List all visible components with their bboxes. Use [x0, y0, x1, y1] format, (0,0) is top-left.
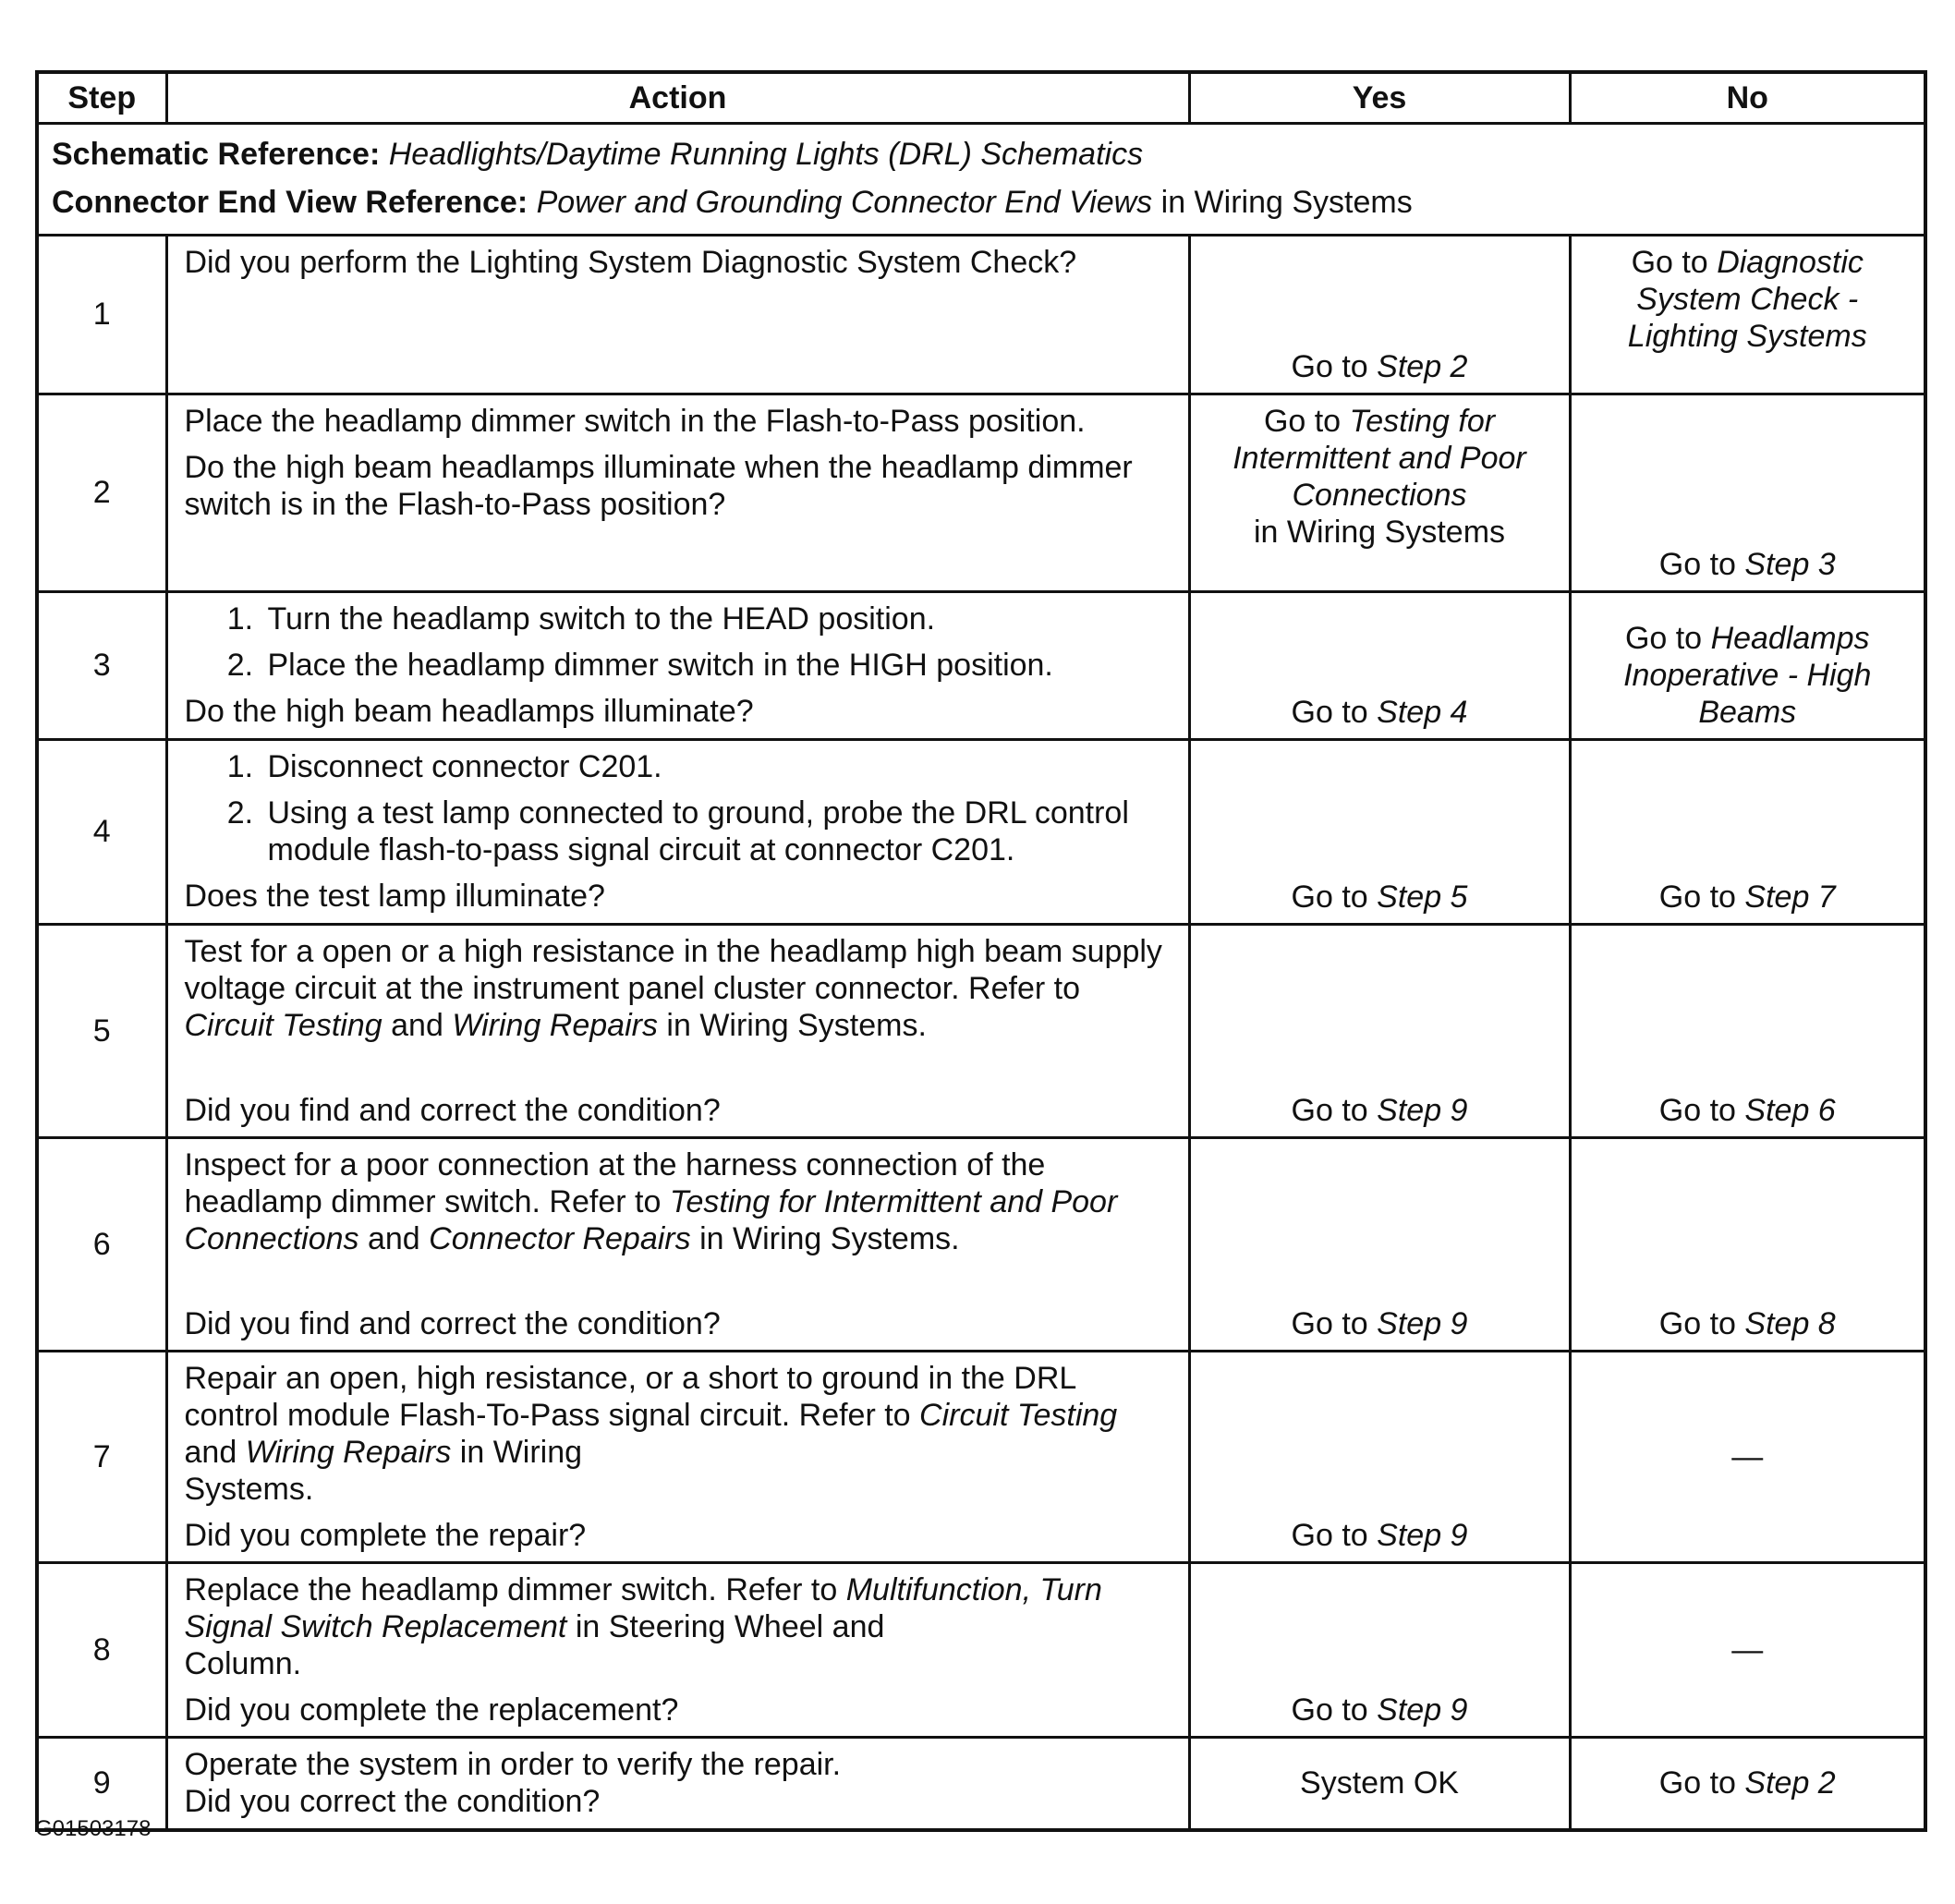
- go-to-label: Go to: [1291, 695, 1368, 730]
- go-to-label: Go to: [1291, 349, 1368, 384]
- reference-suffix: Column.: [184, 1646, 302, 1681]
- step-link[interactable]: Step 4: [1377, 695, 1468, 730]
- no-cell: —: [1570, 1352, 1925, 1563]
- table-row: [37, 592, 1925, 740]
- step-number: 9: [37, 1738, 166, 1830]
- action-question: Did you find and correct the condition?: [184, 1093, 721, 1128]
- list-item: 2. Place the headlamp dimmer switch in the HIGH position.: [262, 647, 1175, 684]
- yes-cell: [1189, 1563, 1570, 1738]
- go-to-label: Go to: [1291, 1093, 1368, 1128]
- reference-row: [37, 124, 1925, 236]
- yes-cell: [1189, 236, 1570, 394]
- header-step: Step: [37, 72, 166, 124]
- schematic-reference: [52, 130, 1911, 178]
- go-to-label: Go to: [1658, 1765, 1736, 1801]
- action-cell: [166, 394, 1189, 592]
- step-number: 7: [37, 1352, 166, 1563]
- go-to-label: Go to: [1291, 1518, 1368, 1553]
- procedure-link[interactable]: Circuit Testing: [919, 1398, 1118, 1433]
- go-to-label: Go to: [1291, 1692, 1368, 1728]
- step-link[interactable]: Step 2: [1744, 1765, 1836, 1801]
- go-to-label: Go to: [1631, 245, 1708, 280]
- reference-suffix: in Wiring Systems.: [666, 1008, 927, 1043]
- conjunction: and: [391, 1008, 443, 1043]
- reference-suffix: Systems.: [184, 1472, 314, 1507]
- schematic-reference-link[interactable]: Headlights/Daytime Running Lights (DRL) Schematics: [388, 137, 1144, 172]
- conjunction: and: [184, 1435, 237, 1470]
- procedure-link[interactable]: Testing for Intermittent and Poor Connections: [1232, 404, 1526, 513]
- procedure-link[interactable]: Wiring Repairs: [245, 1435, 452, 1470]
- connector-reference-suffix: in Wiring Systems: [1160, 185, 1413, 220]
- yes-cell: [1189, 740, 1570, 925]
- action-instruction: [185, 1571, 1175, 1682]
- header-action: Action: [166, 72, 1189, 124]
- action-cell: [166, 1352, 1189, 1563]
- step-link[interactable]: Step 9: [1377, 1518, 1468, 1553]
- action-cell: [166, 1138, 1189, 1352]
- no-cell: —: [1570, 1563, 1925, 1738]
- action-question: Did you correct the condition?: [184, 1784, 601, 1819]
- procedure-link[interactable]: Connector Repairs: [429, 1221, 691, 1256]
- step-link[interactable]: Step 9: [1377, 1692, 1468, 1728]
- connector-reference-label: Connector End View Reference:: [52, 185, 528, 220]
- reference-suffix: in Wiring Systems: [1253, 515, 1506, 550]
- reference-cell: [37, 124, 1925, 236]
- action-question: Do the high beam headlamps illuminate?: [184, 694, 754, 729]
- action-instruction: Place the headlamp dimmer switch in the Flash-to-Pass position.: [184, 404, 1086, 439]
- action-question: Do the high beam headlamps illuminate when the headlamp dimmer switch is in the Flash-to-Pass position?: [184, 450, 1133, 522]
- action-steps-list: [185, 748, 1175, 868]
- action-cell: [166, 1738, 1189, 1830]
- go-to-label: Go to: [1624, 621, 1703, 656]
- header-no: No: [1570, 72, 1925, 124]
- reference-suffix: in Steering Wheel and: [575, 1609, 885, 1644]
- instruction-text: Replace the headlamp dimmer switch. Refer to: [184, 1572, 838, 1607]
- go-to-label: Go to: [1658, 1093, 1736, 1128]
- table-row: [37, 1352, 1925, 1563]
- diagnostic-table: [35, 70, 1927, 1832]
- conjunction: and: [367, 1221, 420, 1256]
- instruction-text: Repair an open, high resistance, or a short to ground in the DRL control module Flash-To-Pass signal circuit. Refer to: [184, 1361, 1076, 1433]
- action-cell: [166, 592, 1189, 740]
- step-link[interactable]: Step 3: [1744, 547, 1836, 582]
- action-instruction: Operate the system in order to verify the repair.: [184, 1747, 842, 1782]
- instruction-text: Test for a open or a high resistance in the headlamp high beam supply voltage circuit at the instrument panel cluster connector. Refer to: [184, 934, 1162, 1006]
- procedure-link[interactable]: Testing for Intermittent and Poor Connections: [184, 1184, 1118, 1256]
- action-cell: [166, 925, 1189, 1138]
- action-instruction: [185, 933, 1175, 1044]
- step-link[interactable]: Step 9: [1377, 1306, 1468, 1341]
- table-row: [37, 740, 1925, 925]
- step-number: 2: [37, 394, 166, 592]
- step-number: 5: [37, 925, 166, 1138]
- table-row: [37, 394, 1925, 592]
- no-cell: [1570, 1738, 1925, 1830]
- table-row: [37, 1563, 1925, 1738]
- yes-cell: [1189, 925, 1570, 1138]
- step-link[interactable]: Step 7: [1744, 879, 1836, 915]
- go-to-label: Go to: [1291, 1306, 1368, 1341]
- action-cell: [166, 740, 1189, 925]
- go-to-label: Go to: [1658, 1306, 1736, 1341]
- procedure-link[interactable]: Headlamps Inoperative - High Beams: [1623, 621, 1872, 730]
- action-question: Did you find and correct the condition?: [184, 1306, 721, 1341]
- action-instruction: [185, 1360, 1175, 1508]
- action-instruction: [185, 1146, 1175, 1257]
- procedure-link[interactable]: Diagnostic System Check - Lighting Systems: [1627, 245, 1867, 354]
- step-link[interactable]: Step 5: [1377, 879, 1468, 915]
- no-cell: [1570, 592, 1925, 740]
- header-row: [37, 72, 1925, 124]
- yes-cell: [1189, 592, 1570, 740]
- yes-cell: [1189, 1352, 1570, 1563]
- action-question: Does the test lamp illuminate?: [184, 879, 605, 914]
- no-cell: [1570, 1138, 1925, 1352]
- no-cell: [1570, 740, 1925, 925]
- no-cell: [1570, 236, 1925, 394]
- list-item: 2. Using a test lamp connected to ground, probe the DRL control module flash-to-pass signal circuit at connector C201.: [262, 794, 1175, 868]
- step-number: 3: [37, 592, 166, 740]
- list-item: 1. Turn the headlamp switch to the HEAD position.: [262, 600, 1175, 637]
- connector-reference: [52, 178, 1911, 226]
- procedure-link[interactable]: Wiring Repairs: [452, 1008, 658, 1043]
- reference-suffix: in Wiring: [459, 1435, 583, 1470]
- action-steps-list: [185, 600, 1175, 684]
- step-number: 1: [37, 236, 166, 394]
- action-cell: [166, 1563, 1189, 1738]
- reference-suffix: in Wiring Systems.: [699, 1221, 960, 1256]
- step-link[interactable]: Step 6: [1744, 1093, 1836, 1128]
- procedure-link[interactable]: Multifunction, Turn Signal Switch Replacement: [184, 1572, 1102, 1644]
- figure-id: G01503178: [35, 1816, 152, 1841]
- step-number: 8: [37, 1563, 166, 1738]
- yes-cell: [1189, 394, 1570, 592]
- yes-cell: System OK: [1189, 1738, 1570, 1830]
- go-to-label: Go to: [1291, 879, 1368, 915]
- step-link[interactable]: Step 8: [1744, 1306, 1836, 1341]
- step-link[interactable]: Step 9: [1377, 1093, 1468, 1128]
- table-row: [37, 925, 1925, 1138]
- table-row: [37, 236, 1925, 394]
- table-row: [37, 1738, 1925, 1830]
- list-item: 1. Disconnect connector C201.: [262, 748, 1175, 785]
- go-to-label: Go to: [1658, 547, 1736, 582]
- step-number: 6: [37, 1138, 166, 1352]
- table-row: [37, 1138, 1925, 1352]
- go-to-label: Go to: [1658, 879, 1736, 915]
- step-link[interactable]: Step 2: [1377, 349, 1468, 384]
- yes-cell: [1189, 1138, 1570, 1352]
- action-question: Did you perform the Lighting System Diagnostic System Check?: [184, 245, 1077, 280]
- header-yes: Yes: [1189, 72, 1570, 124]
- action-question: Did you complete the replacement?: [184, 1692, 679, 1728]
- procedure-link[interactable]: Circuit Testing: [184, 1008, 382, 1043]
- no-cell: [1570, 925, 1925, 1138]
- instruction-text: Inspect for a poor connection at the harness connection of the headlamp dimmer switch. Refer to: [184, 1147, 1046, 1219]
- step-number: 4: [37, 740, 166, 925]
- action-cell: [166, 236, 1189, 394]
- action-question: Did you complete the repair?: [184, 1518, 587, 1553]
- schematic-reference-label: Schematic Reference:: [52, 137, 381, 172]
- no-cell: [1570, 394, 1925, 592]
- connector-reference-link[interactable]: Power and Grounding Connector End Views: [536, 185, 1153, 220]
- go-to-label: Go to: [1263, 404, 1342, 439]
